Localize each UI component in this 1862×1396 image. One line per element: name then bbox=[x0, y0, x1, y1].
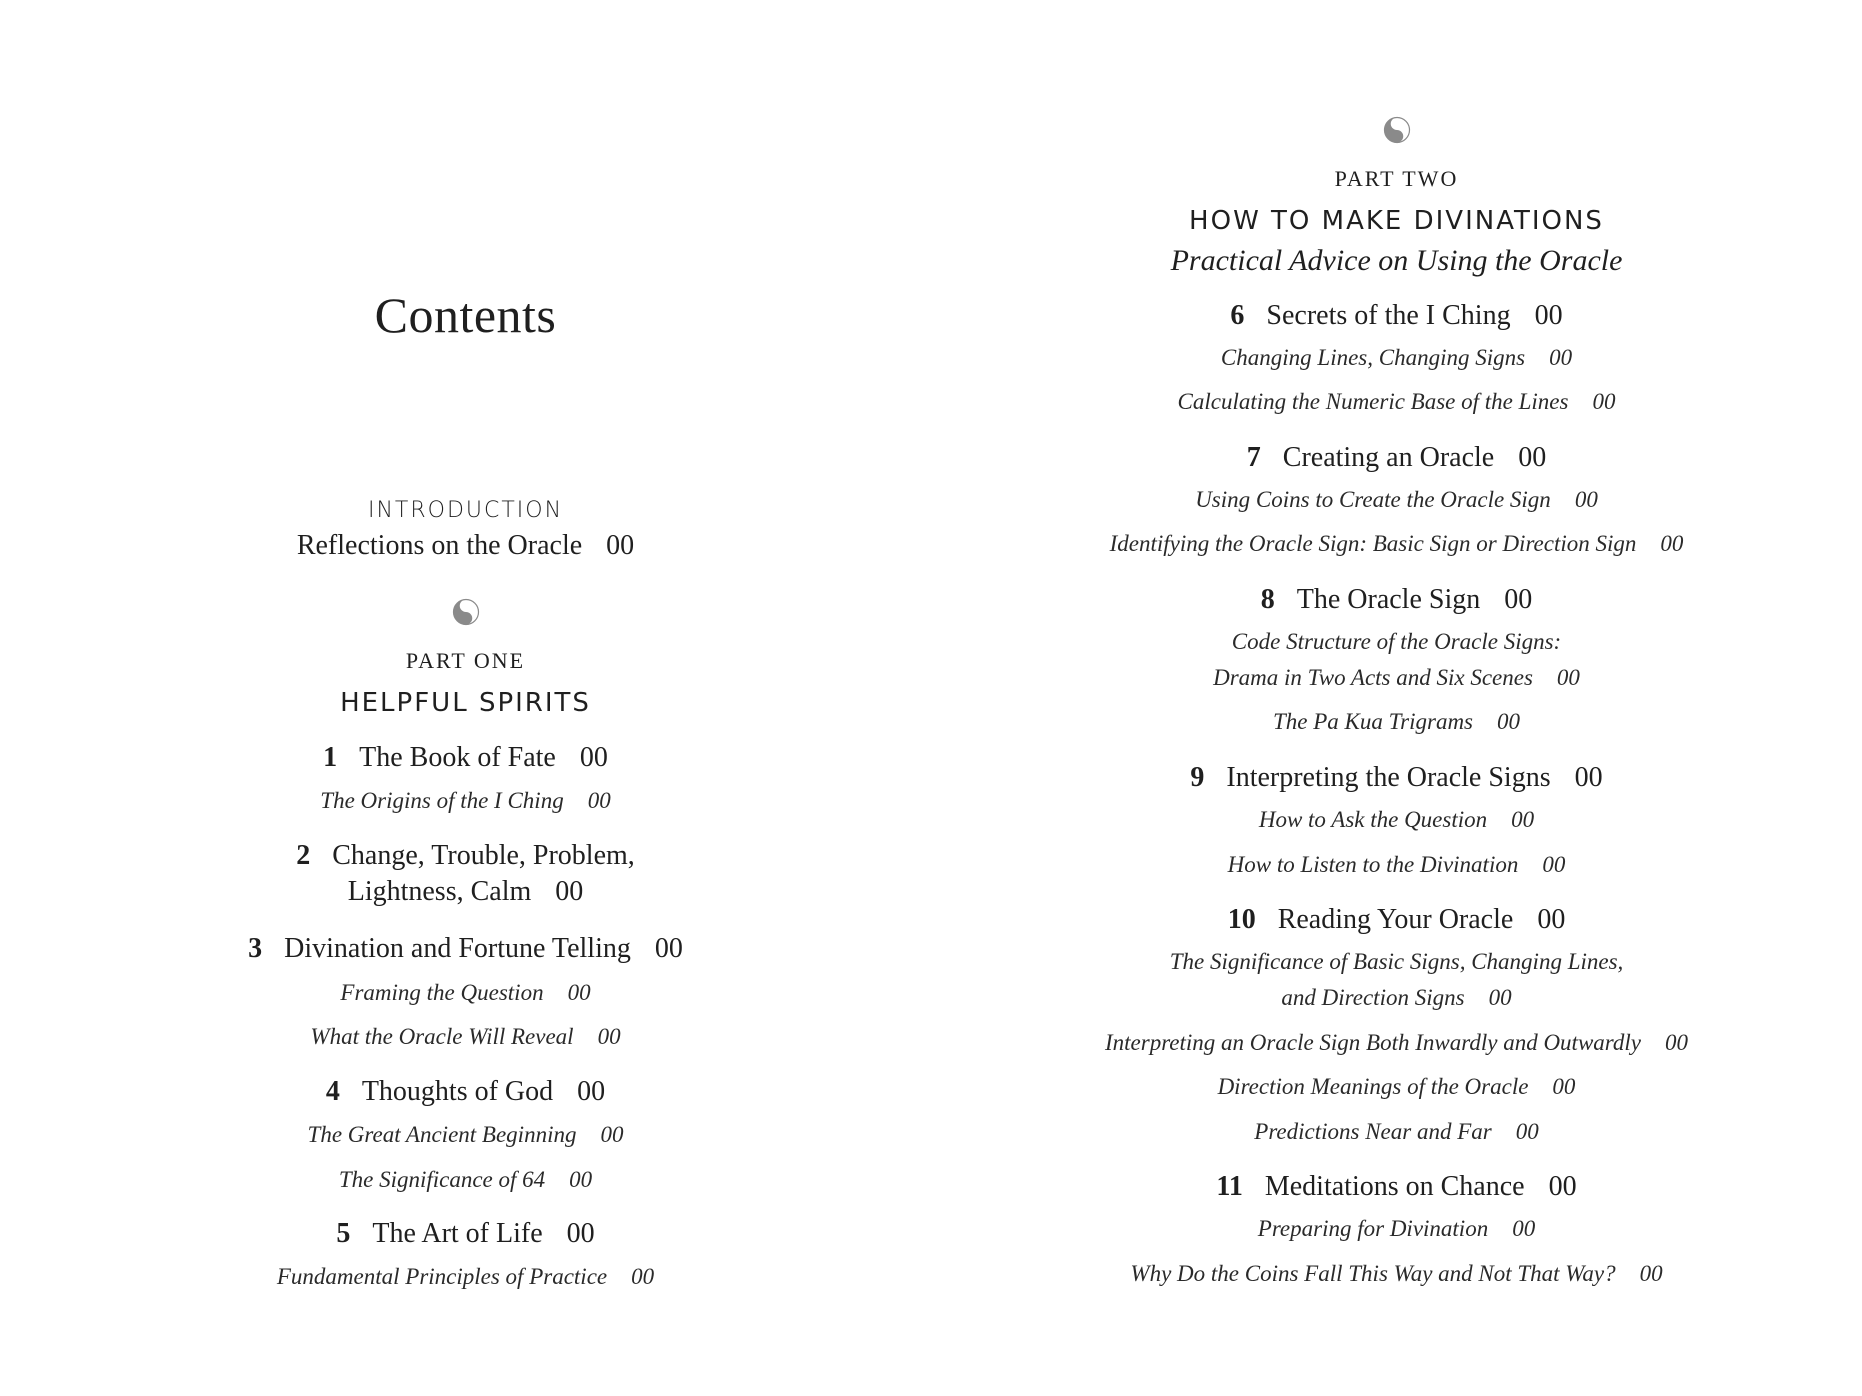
section-title: Using Coins to Create the Oracle Sign bbox=[1195, 487, 1551, 512]
section-entry[interactable] bbox=[931, 852, 1862, 878]
page-number: 00 bbox=[597, 1024, 621, 1049]
page-number: 00 bbox=[1592, 389, 1616, 414]
chapter-number: 9 bbox=[1190, 762, 1205, 793]
section-title: Preparing for Divination bbox=[1257, 1216, 1489, 1241]
chapter-entry-2[interactable] bbox=[0, 840, 931, 872]
part-two-title: HOW TO MAKE DIVINATIONS bbox=[1189, 206, 1604, 236]
entry-title: Reflections on the Oracle bbox=[296, 530, 583, 561]
section-entry[interactable] bbox=[931, 389, 1862, 415]
chapter-number: 10 bbox=[1227, 904, 1256, 935]
page-number: 00 bbox=[1534, 300, 1563, 331]
page-number: 00 bbox=[1515, 1119, 1539, 1144]
section-entry[interactable] bbox=[931, 1119, 1862, 1145]
part-two-subtitle: Practical Advice on Using the Oracle bbox=[1170, 244, 1623, 277]
chapter-entry-2-cont[interactable] bbox=[0, 876, 931, 908]
page-number: 00 bbox=[567, 980, 591, 1005]
section-title: Predictions Near and Far bbox=[1254, 1119, 1492, 1144]
page-number: 00 bbox=[1664, 1030, 1688, 1055]
chapter-entry-8[interactable] bbox=[931, 584, 1862, 616]
chapter-title: Change, Trouble, Problem, bbox=[332, 840, 635, 871]
section-entry-cont[interactable] bbox=[931, 665, 1862, 691]
part-one-label: PART ONE bbox=[405, 648, 526, 673]
section-entry[interactable] bbox=[0, 788, 931, 814]
chapter-entry-9[interactable] bbox=[931, 762, 1862, 794]
section-title: The Origins of the I Ching bbox=[320, 788, 564, 813]
page-number: 00 bbox=[1512, 1216, 1536, 1241]
section-entry[interactable] bbox=[931, 1261, 1862, 1287]
chapter-title: Secrets of the I Ching bbox=[1266, 300, 1511, 331]
page-number: 00 bbox=[654, 933, 683, 964]
chapter-number: 1 bbox=[323, 742, 338, 773]
page-number: 00 bbox=[1549, 345, 1573, 370]
page-number: 00 bbox=[1542, 852, 1566, 877]
chapter-title: Thoughts of God bbox=[361, 1076, 554, 1107]
chapter-number: 6 bbox=[1230, 300, 1245, 331]
section-title: Fundamental Principles of Practice bbox=[276, 1264, 608, 1289]
chapter-title: Meditations on Chance bbox=[1264, 1171, 1525, 1202]
page-number: 00 bbox=[569, 1167, 593, 1192]
page-number: 00 bbox=[579, 742, 608, 773]
chapter-number: 7 bbox=[1246, 442, 1261, 473]
part-one-title: HELPFUL SPIRITS bbox=[340, 688, 591, 718]
chapter-entry-5[interactable] bbox=[0, 1218, 931, 1250]
chapter-number: 5 bbox=[336, 1218, 351, 1249]
page-number: 00 bbox=[1639, 1261, 1663, 1286]
section-title: What the Oracle Will Reveal bbox=[310, 1024, 574, 1049]
page-number: 00 bbox=[1574, 762, 1603, 793]
section-title: How to Ask the Question bbox=[1258, 807, 1488, 832]
section-title: Changing Lines, Changing Signs bbox=[1220, 345, 1526, 370]
section-entry[interactable] bbox=[931, 709, 1862, 735]
chapter-entry-11[interactable] bbox=[931, 1171, 1862, 1203]
chapter-entry-7[interactable] bbox=[931, 442, 1862, 474]
section-title-line2: and Direction Signs bbox=[1281, 985, 1465, 1010]
chapter-title: Divination and Fortune Telling bbox=[284, 933, 631, 964]
section-title: The Significance of 64 bbox=[338, 1167, 546, 1192]
chapter-title: The Book of Fate bbox=[359, 742, 556, 773]
page-number: 00 bbox=[1504, 584, 1533, 615]
chapter-number: 8 bbox=[1260, 584, 1275, 615]
page-number: 00 bbox=[1552, 1074, 1576, 1099]
chapter-entry-1[interactable] bbox=[0, 742, 931, 774]
section-title: The Great Ancient Beginning bbox=[307, 1122, 577, 1147]
section-entry[interactable] bbox=[931, 487, 1862, 513]
section-entry[interactable] bbox=[0, 1122, 931, 1148]
page-number: 00 bbox=[1574, 487, 1598, 512]
section-entry[interactable] bbox=[931, 1074, 1862, 1100]
chapter-entry-3[interactable] bbox=[0, 933, 931, 965]
page-number: 00 bbox=[1497, 709, 1520, 734]
page-number: 00 bbox=[587, 788, 611, 813]
chapter-number: 4 bbox=[325, 1076, 340, 1107]
section-entry-cont[interactable] bbox=[931, 985, 1862, 1011]
page-number: 00 bbox=[1556, 665, 1580, 690]
section-title: Calculating the Numeric Base of the Lines bbox=[1177, 389, 1569, 414]
part-two-label: PART TWO bbox=[1334, 166, 1459, 191]
section-title: Code Structure of the Oracle Signs: bbox=[1231, 629, 1562, 654]
page-number: 00 bbox=[1518, 442, 1547, 473]
section-entry[interactable] bbox=[0, 1167, 931, 1193]
chapter-title-line2: Lightness, Calm bbox=[347, 876, 532, 907]
chapter-entry-10[interactable] bbox=[931, 904, 1862, 936]
section-title: Why Do the Coins Fall This Way and Not That Way? bbox=[1130, 1261, 1616, 1286]
part-one-icon-wrap bbox=[0, 598, 931, 626]
section-entry[interactable] bbox=[0, 980, 931, 1006]
chapter-title: Reading Your Oracle bbox=[1277, 904, 1514, 935]
page-number: 00 bbox=[606, 530, 635, 561]
page-number: 00 bbox=[600, 1122, 624, 1147]
page-title: Contents bbox=[374, 287, 557, 343]
introduction-entry[interactable] bbox=[0, 530, 931, 562]
section-entry[interactable] bbox=[931, 807, 1862, 833]
section-entry[interactable] bbox=[931, 949, 1862, 975]
page-number: 00 bbox=[1488, 985, 1512, 1010]
section-title: Direction Meanings of the Oracle bbox=[1217, 1074, 1529, 1099]
page-number: 00 bbox=[1548, 1171, 1577, 1202]
section-entry[interactable] bbox=[931, 1216, 1862, 1242]
section-title: Framing the Question bbox=[340, 980, 544, 1005]
section-entry[interactable] bbox=[0, 1024, 931, 1050]
chapter-number: 11 bbox=[1216, 1171, 1243, 1202]
section-entry[interactable] bbox=[931, 629, 1862, 655]
page-number: 00 bbox=[1537, 904, 1566, 935]
section-title: Identifying the Oracle Sign: Basic Sign or Direction Sign bbox=[1109, 531, 1637, 556]
page-number: 00 bbox=[1511, 807, 1535, 832]
page-number: 00 bbox=[631, 1264, 655, 1289]
introduction-label: INTRODUCTION bbox=[367, 498, 564, 523]
section-title: The Significance of Basic Signs, Changing Lines, bbox=[1169, 949, 1624, 974]
chapter-entry-6[interactable] bbox=[931, 300, 1862, 332]
chapter-entry-4[interactable] bbox=[0, 1076, 931, 1108]
section-entry[interactable] bbox=[931, 531, 1862, 557]
section-title: The Pa Kua Trigrams bbox=[1272, 709, 1473, 734]
yin-yang-icon bbox=[452, 598, 480, 626]
right-page bbox=[931, 0, 1862, 1396]
chapter-number: 2 bbox=[296, 840, 311, 871]
chapter-title: Interpreting the Oracle Signs bbox=[1226, 762, 1551, 793]
chapter-number: 3 bbox=[248, 933, 263, 964]
page-number: 00 bbox=[555, 876, 584, 907]
section-title: Interpreting an Oracle Sign Both Inwardly and Outwardly bbox=[1105, 1030, 1641, 1055]
yin-yang-icon bbox=[1383, 116, 1411, 144]
page-number: 00 bbox=[577, 1076, 606, 1107]
section-title-line2: Drama in Two Acts and Six Scenes bbox=[1213, 665, 1533, 690]
page-number: 00 bbox=[566, 1218, 595, 1249]
section-entry[interactable] bbox=[931, 1030, 1862, 1056]
page-number: 00 bbox=[1660, 531, 1684, 556]
chapter-title: Creating an Oracle bbox=[1282, 442, 1495, 473]
chapter-title: The Art of Life bbox=[372, 1218, 543, 1249]
section-title: How to Listen to the Divination bbox=[1227, 852, 1519, 877]
part-two-icon-wrap bbox=[931, 116, 1862, 144]
section-entry[interactable] bbox=[0, 1264, 931, 1290]
section-entry[interactable] bbox=[931, 345, 1862, 371]
chapter-title: The Oracle Sign bbox=[1296, 584, 1481, 615]
